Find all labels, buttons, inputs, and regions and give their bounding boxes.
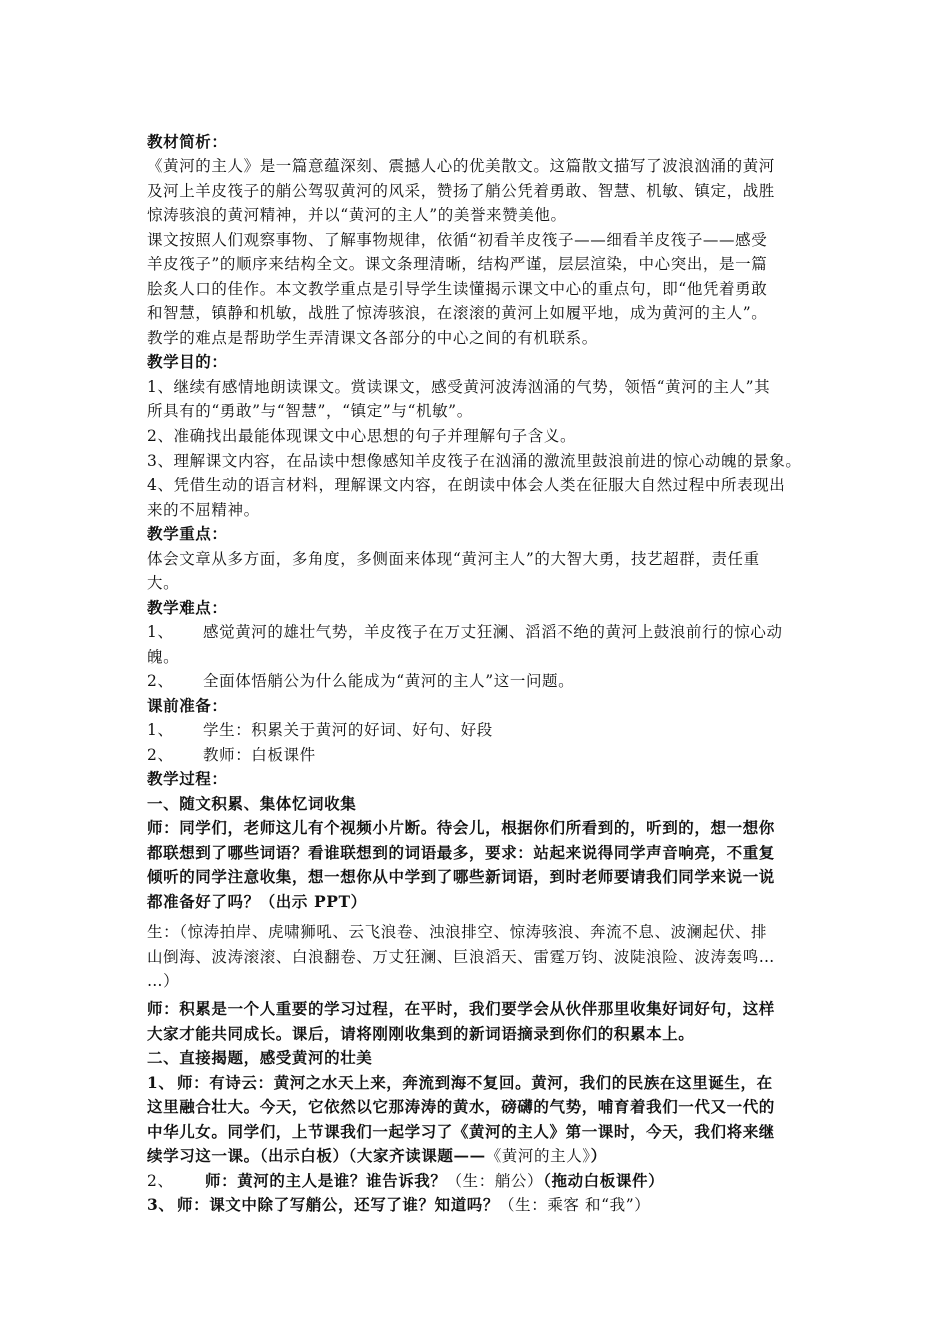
difficulty-text: 感觉黄河的雄壮气势，羊皮筏子在万丈狂澜、滔滔不绝的黄河上鼓浪前行的惊心动 — [203, 623, 783, 641]
heading-goals: 教学目的： — [147, 352, 228, 371]
material-line: 课文按照人们观察事物、了解事物规律，依循“初看羊皮筏子——细看羊皮筏子——感受 — [147, 231, 768, 249]
material-line: 和智慧，镇静和机敏，战胜了惊涛骇浪，在滚滚的黄河上如履平地，成为黄河的主人”。 — [147, 304, 768, 322]
prep-item-2 — [147, 743, 819, 767]
step1-text: 续学习这一课。（出示白板）（大家齐读课题—— — [147, 1146, 486, 1165]
heading-process: 教学过程： — [147, 769, 228, 788]
step2-text: （拖动白板课件） — [543, 1171, 665, 1190]
goal-line: 3、理解课文内容，在品读中想像感知羊皮筏子在汹涌的激流里鼓浪前进的惊心动魄的景象。 — [147, 452, 802, 470]
step3-line — [147, 1193, 819, 1217]
prep-text: 教师：白板课件 — [203, 746, 316, 764]
heading-key: 教学重点： — [147, 524, 228, 543]
goal-line: 4、凭借生动的语言材料，理解课文内容，在朗读中体会人类在征服大自然过程中所表现出 — [147, 476, 786, 494]
list-number: 3、 — [147, 1195, 175, 1214]
list-number: 1、 — [147, 1073, 175, 1092]
list-number: 2、 — [147, 746, 174, 764]
teacher-line: 师：同学们，老师这儿有个视频小片断。待会儿，根据你们所看到的，听到的，想一想你 — [147, 818, 775, 837]
step1-line: 中华儿女。同学们，上节课我们一起学习了《黄河的主人》第一课时，今天，我们将来继 — [147, 1122, 775, 1141]
list-number: 1、 — [147, 623, 174, 641]
lesson-title: 《黄河的主人》 — [485, 1147, 591, 1165]
material-line: 脍炙人口的佳作。本文教学重点是引导学生读懂揭示课文中心的重点句，即“他凭着勇敢 — [147, 280, 768, 298]
list-number: 1、 — [147, 721, 174, 739]
material-line: 及河上羊皮筏子的艄公驾驭黄河的风采，赞扬了艄公凭着勇敢、智慧、机敏、镇定，战胜 — [147, 182, 775, 200]
prep-item-1 — [147, 718, 819, 742]
step1-line — [147, 1071, 819, 1095]
teacher-line: 师：积累是一个人重要的学习过程，在平时，我们要学会从伙伴那里收集好词好句，这样 — [147, 999, 775, 1018]
student-line: …） — [147, 972, 180, 990]
difficulty-cont: 魄。 — [147, 648, 180, 666]
difficulty-item-2 — [147, 669, 819, 693]
difficulty-text: 全面体悟艄公为什么能成为“黄河的主人”这一问题。 — [203, 672, 575, 690]
goal-line: 所具有的“勇敢”与“智慧”，“镇定”与“机敏”。 — [147, 402, 473, 420]
list-number: 2、 — [147, 1172, 174, 1190]
teacher-line: 倾听的同学注意收集，想一想你从中学到了哪些新词语，到时老师要请我们同学来说一说 — [147, 867, 775, 886]
teacher-line: 都准备好了吗？（出示 PPT） — [147, 892, 367, 911]
material-line: 《黄河的主人》是一篇意蕴深刻、震撼人心的优美散文。这篇散文描写了波浪汹涌的黄河 — [147, 157, 775, 175]
step2-text: 师：黄河的主人是谁？谁告诉我？ — [205, 1171, 447, 1190]
student-line: 山倒海、波涛滚滚、白浪翻卷、万丈狂澜、巨浪滔天、雷霆万钧、波陡浪险、波涛轰鸣… — [147, 948, 775, 966]
step1-text: ） — [590, 1146, 607, 1165]
teacher-line: 都联想到了哪些词语？看谁联想到的词语最多，要求：站起来说得同学声音响亮，不重复 — [147, 843, 775, 862]
student-line: 生：（惊涛拍岸、虎啸狮吼、云飞浪卷、浊浪排空、惊涛骇浪、奔流不息、波澜起伏、排 — [147, 923, 768, 941]
goal-line: 2、准确找出最能体现课文中心思想的句子并理解句子含义。 — [147, 427, 577, 445]
section2-title: 二、直接揭题，感受黄河的壮美 — [147, 1048, 373, 1067]
step1-line — [147, 1144, 819, 1168]
heading-difficulty: 教学难点： — [147, 598, 228, 617]
step1-text: 师：有诗云：黄河之水天上来，奔流到海不复回。黄河，我们的民族在这里诞生，在 — [177, 1073, 773, 1092]
goal-line: 来的不屈精神。 — [147, 501, 260, 519]
step3-text: 师：课文中除了写艄公，还写了谁？知道吗？ — [177, 1195, 500, 1214]
difficulty-item-1 — [147, 620, 819, 644]
list-number: 2、 — [147, 672, 174, 690]
step2-line — [147, 1169, 819, 1193]
material-line: 教学的难点是帮助学生弄清课文各部分的中心之间的有机联系。 — [147, 329, 598, 347]
section1-title: 一、随文积累、集体忆词收集 — [147, 794, 357, 813]
step1-line: 这里融合壮大。今天，它依然以它那涛涛的黄水，磅礴的气势，哺育着我们一代又一代的 — [147, 1097, 775, 1116]
key-line: 体会文章从多方面，多角度，多侧面来体现“黄河主人”的大智大勇，技艺超群，责任重 — [147, 550, 760, 568]
material-line: 羊皮筏子”的顺序来结构全文。课文条理清晰，结构严谨，层层渲染，中心突出，是一篇 — [147, 255, 768, 273]
goal-line: 1、继续有感情地朗读课文。赏读课文，感受黄河波涛汹涌的气势，领悟“黄河的主人”其 — [147, 378, 771, 396]
heading-prep: 课前准备： — [147, 696, 228, 715]
teacher-line: 大家才能共同成长。课后，请将刚刚收集到的新词语摘录到你们的积累本上。 — [147, 1024, 695, 1043]
prep-text: 学生：积累关于黄河的好词、好句、好段 — [203, 721, 493, 739]
heading-material: 教材简析： — [147, 132, 228, 151]
student-answer: （生：乘客 和“我”） — [499, 1196, 651, 1214]
material-line: 惊涛骇浪的黄河精神，并以“黄河的主人”的美誉来赞美他。 — [147, 206, 567, 224]
student-answer: （生：艄公） — [446, 1172, 544, 1190]
key-line: 大。 — [147, 574, 180, 592]
